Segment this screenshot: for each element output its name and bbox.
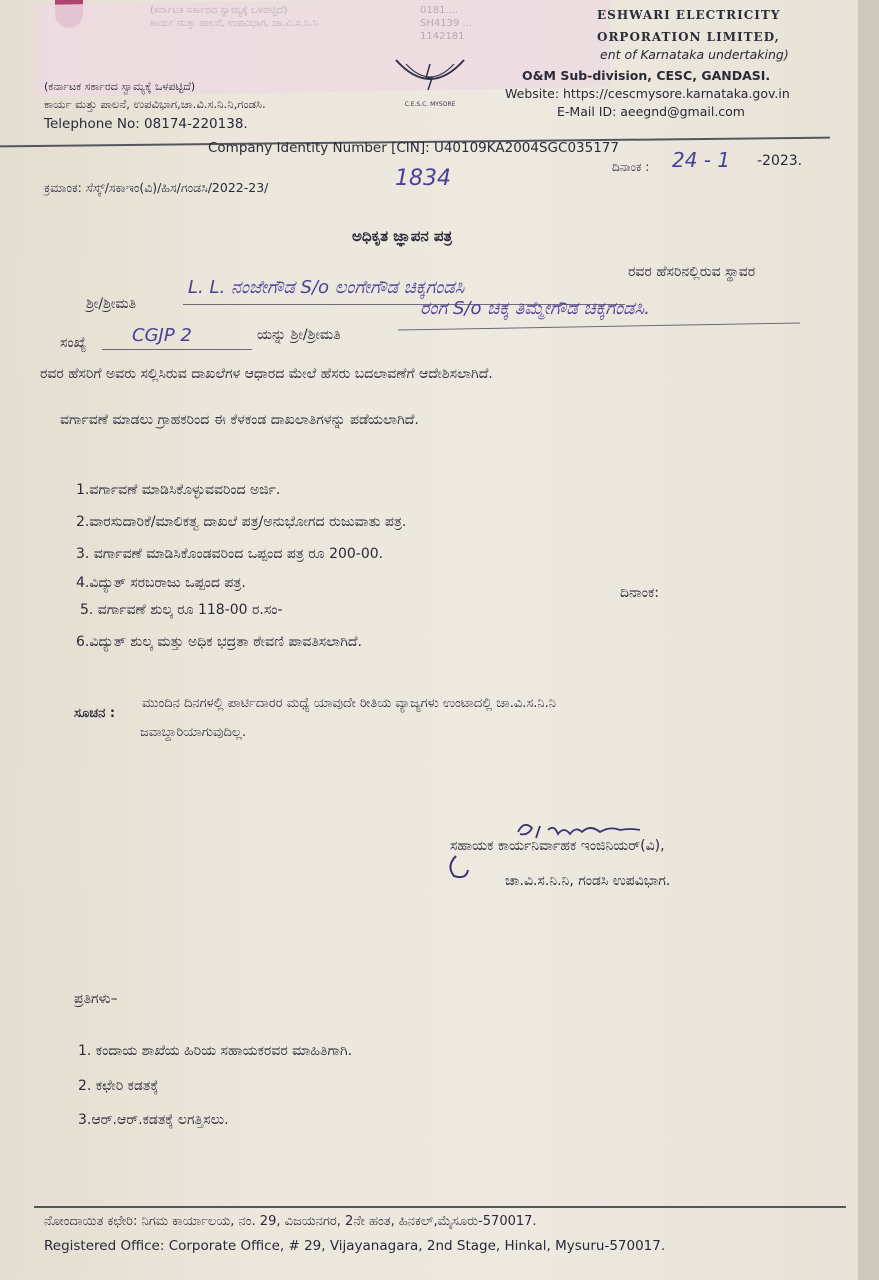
- note-line-2: ಜವಾಬ್ದಾರಿಯಾಗುವುದಿಲ್ಲ.: [140, 725, 246, 740]
- item5-date-label: ದಿನಾಂಕ:: [620, 585, 659, 601]
- memo-title: ಅಧಿಕೃತ ಜ್ಞಾಪನ ಪತ್ರ: [352, 227, 453, 245]
- line2-middle: ಯನ್ನು ಶ್ರೀ/ಶ್ರೀಮತಿ: [257, 327, 341, 343]
- note-label: ಸೂಚನ :: [74, 706, 116, 721]
- document-item-6: 6.ವಿದ್ಯುತ್ ಶುಲ್ಕ ಮತ್ತು ಅಧಿಕ ಭದ್ರತಾ ಠೇವಣಿ ಪಾವತಿಸಲಾಗಿದೆ.: [76, 634, 362, 650]
- company-name-line1: ESHWARI ELECTRICITY: [597, 8, 781, 22]
- cesc-logo: [392, 58, 468, 108]
- website: Website: https://cescmysore.karnataka.gov.in: [505, 86, 790, 101]
- company-undertaking: ent of Karnataka undertaking): [600, 47, 789, 62]
- faded-header-text-right: 0181.... SH4139 ... 1142181: [420, 5, 473, 42]
- copy-item-3: 3.ಆರ್.ಆರ್.ಕಡತಕ್ಕೆ ಲಗತ್ತಿಸಲು.: [78, 1112, 229, 1128]
- svg-text:C.E.S.C. MYSORE: C.E.S.C. MYSORE: [404, 101, 456, 108]
- document-item-2: 2.ವಾರಸುದಾರಿಕೆ/ಮಾಲಿಕತ್ವ ದಾಖಲೆ ಪತ್ರ/ಅನುಭೋಗದ ರುಜುವಾತು ಪತ್ರ.: [76, 514, 407, 530]
- line2-underline-1: [102, 349, 252, 350]
- document-item-4: 4.ವಿದ್ಯುತ್ ಸರಬರಾಜು ಒಪ್ಪಂದ ಪತ್ರ.: [76, 575, 246, 591]
- company-name-line2: ORPORATION LIMITED,: [597, 30, 780, 44]
- footer-kannada: ನೋಂದಾಯಿತ ಕಛೇರಿ: ನಿಗಮ ಕಾರ್ಯಾಲಯ, ನಂ. 29, ವಿಜಯನಗರ, 2ನೇ ಹಂತ, ಹಿನಕಲ್,ಮೈಸೂರು-570017.: [44, 1214, 537, 1229]
- cin-number: Company Identity Number [CIN]: U40109KA2004SGC035177: [208, 140, 619, 156]
- footer-rule: [34, 1206, 846, 1208]
- line1-handwritten-name: L. L. ನಂಜೇಗೌಡ S/o ಲಂಗೇಗೌಡ ಚಿಕ್ಕಗಂಡಸಿ: [188, 277, 465, 298]
- document-item-1: 1.ವರ್ಗಾವಣೆ ಮಾಡಿಸಿಕೊಳ್ಳುವವರಿಂದ ಅರ್ಜಿ.: [76, 482, 281, 498]
- faded-header-text: (ಕರ್ನಾಟಕ ಸರ್ಕಾರದ ಸ್ವಾಮ್ಯಕ್ಕೆ ಒಳಪಟ್ಟಿದೆ) ಕಾರ್ಯ ಮತ್ತು ಪಾಲನೆ, ಉಪವಿಭಾಗ, ಚಾ.ವಿ.ಸ.ನಿ.ನಿ: [150, 5, 319, 29]
- copies-label: ಪ್ರತಿಗಳು–: [74, 991, 118, 1007]
- footer-english: Registered Office: Corporate Office, # 29, Vijayanagara, 2nd Stage, Hinkal, Mysuru-570017.: [44, 1238, 666, 1254]
- documents-intro: ವರ್ಗಾವಣೆ ಮಾಡಲು ಗ್ರಾಹಕರಿಂದ ಈ ಕೆಳಕಂಡ ದಾಖಲಾತಿಗಳನ್ನು ಪಡೆಯಲಾಗಿದೆ.: [60, 412, 419, 428]
- reference-label: ಕ್ರಮಾಂಕ: ಸೆಸ್ಕ್/ಸಕಾಇಂ(ವಿ)/ಹಿಸ/ಗಂಡಸಿ/2022-23/: [44, 180, 269, 195]
- date-handwritten: 24 - 1: [672, 148, 731, 172]
- document-item-5: 5. ವರ್ಗಾವಣೆ ಶುಲ್ಕ ರೂ 118-00 ರ.ಸಂ-: [80, 602, 283, 618]
- signatory-office: ಚಾ.ವಿ.ಸ.ನಿ.ನಿ, ಗಂಡಸಿ ಉಪವಿಭಾಗ.: [505, 873, 671, 889]
- copy-item-1: 1. ಕಂದಾಯ ಶಾಖೆಯ ಹಿರಿಯ ಸಹಾಯಕರವರ ಮಾಹಿತಿಗಾಗಿ.: [78, 1043, 353, 1059]
- kn-header-line-b: ಕಾರ್ಯ ಮತ್ತು ಪಾಲನೆ, ಉಪವಿಭಾಗ,ಚಾ.ವಿ.ಸ.ನಿ.ನಿ,ಗಂಡಸಿ.: [44, 97, 266, 111]
- kn-header-line-a: (ಕರ್ನಾಟಕ ಸರ್ಕಾರದ ಸ್ವಾಮ್ಯಕ್ಕೆ ಒಳಪಟ್ಟಿದೆ): [44, 80, 196, 93]
- email: E-Mail ID: aeegnd@gmail.com: [557, 104, 745, 119]
- reference-number-handwritten: 1834: [395, 166, 451, 191]
- line2-prefix: ಸಂಖ್ಯೆ: [60, 335, 87, 351]
- date-label: ದಿನಾಂಕ :: [612, 160, 650, 174]
- signatory-designation: ಸಹಾಯಕ ಕಾರ್ಯನಿರ್ವಾಹಕ ಇಂಜಿನಿಯರ್(ವಿ),: [450, 838, 665, 854]
- telephone: Telephone No: 08174-220138.: [44, 116, 248, 132]
- line1-prefix: ಶ್ರೀ/ಶ್ರೀಮತಿ: [86, 296, 137, 312]
- page-edge: [858, 0, 879, 1280]
- line2-handwritten-number: CGJP 2: [132, 325, 192, 346]
- line3-text: ರವರ ಹೆಸರಿಗೆ ಅವರು ಸಲ್ಲಿಸಿರುವ ದಾಖಲೆಗಳ ಆಧಾರದ ಮೇಲೆ ಹೆಸರು ಬದಲಾವಣೆಗೆ ಆದೇಶಿಸಲಾಗಿದೆ.: [40, 366, 493, 382]
- date-year: -2023.: [757, 153, 803, 169]
- note-line-1: ಮುಂದಿನ ದಿನಗಳಲ್ಲಿ ಪಾರ್ಟಿದಾರರ ಮಧ್ಯೆ ಯಾವುದೇ ರೀತಿಯ ವ್ಯಾಜ್ಯಗಳು ಉಂಟಾದಲ್ಲಿ ಚಾ.ವಿ.ಸ.ನಿ.ನಿ: [142, 696, 556, 711]
- copy-item-2: 2. ಕಛೇರಿ ಕಡತಕ್ಕೆ: [78, 1078, 159, 1094]
- document-item-3: 3. ವರ್ಗಾವಣೆ ಮಾಡಿಸಿಕೊಂಡವರಿಂದ ಒಪ್ಪಂದ ಪತ್ರ ರೂ 200-00.: [76, 546, 384, 562]
- line1-suffix: ರವರ ಹೆಸರಿನಲ್ಲಿರುವ ಸ್ಥಾವರ: [628, 264, 756, 280]
- line2-handwritten-name: ರಂಗ S/o ಚಿಕ್ಕ ತಿಮ್ಮೇಗೌಡ ಚಿಕ್ಕಗಂಡಸಿ.: [420, 298, 650, 319]
- subdivision-name: O&M Sub-division, CESC, GANDASI.: [522, 68, 771, 83]
